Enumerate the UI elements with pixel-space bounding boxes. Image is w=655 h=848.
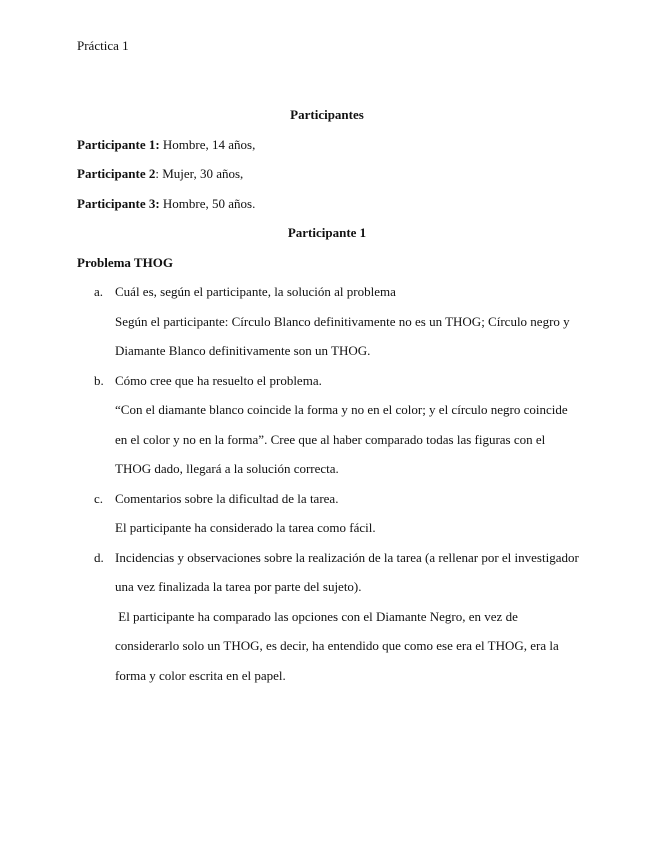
item-question: Cuál es, según el participante, la solución al problema (115, 284, 396, 299)
item-question: Cómo cree que ha resuelto el problema. (115, 372, 322, 388)
item-answer-line: El participante ha considerado la tarea como fácil. (115, 520, 376, 535)
item-answer-line: en el color y no en la forma”. Cree que al haber comparado todas las figuras con el (115, 431, 546, 447)
list-item-c (77, 490, 577, 520)
participant-label: Participante 1: (77, 136, 160, 152)
item-answer-line: considerarlo solo un THOG, es decir, ha entendido que como ese era el THOG, era la (115, 638, 559, 653)
item-answer-line: El participante ha comparado las opciones con el Diamante Negro, en vez de (115, 608, 518, 624)
item-answer-line: THOG dado, llegará a la solución correcta. (115, 461, 339, 476)
list-marker: a. (94, 284, 104, 299)
participant-value: Hombre, 50 años. (159, 195, 256, 211)
item-question: Incidencias y observaciones sobre la realización de la tarea (a rellenar por el investigador (115, 549, 579, 565)
participant-label: Participante 2 (77, 166, 156, 181)
item-answer-line: Según el participante: Círculo Blanco definitivamente no es un THOG; Círculo negro y (115, 313, 570, 329)
item-question-continuation: una vez finalizada la tarea por parte del sujeto). (115, 579, 362, 594)
list-marker: c. (94, 490, 104, 506)
list-item-d (77, 549, 577, 579)
participant-label: Participante 3: (77, 195, 160, 211)
list-item-a (77, 283, 577, 313)
participant-value: Hombre, 14 años, (159, 136, 256, 152)
participant-value: : Mujer, 30 años, (155, 166, 244, 181)
list-item-b (77, 372, 577, 402)
participant-line-1 (77, 136, 577, 166)
running-head: Práctica 1 (77, 38, 129, 53)
document-body (77, 106, 577, 696)
item-answer-line: forma y color escrita en el papel. (115, 667, 286, 683)
participants-heading: Participantes (290, 107, 364, 122)
participant-line-3 (77, 195, 577, 225)
problem-heading: Problema THOG (77, 254, 173, 270)
item-question: Comentarios sobre la dificultad de la tarea. (115, 490, 339, 506)
participant-1-heading: Participante 1 (287, 225, 367, 240)
item-answer-line: Diamante Blanco definitivamente son un THOG. (115, 343, 371, 358)
list-marker: d. (94, 549, 104, 565)
item-answer-line: “Con el diamante blanco coincide la forma y no en el color; y el círculo negro coincide (115, 402, 568, 417)
participant-line-2 (77, 165, 577, 195)
list-marker: b. (94, 372, 104, 388)
